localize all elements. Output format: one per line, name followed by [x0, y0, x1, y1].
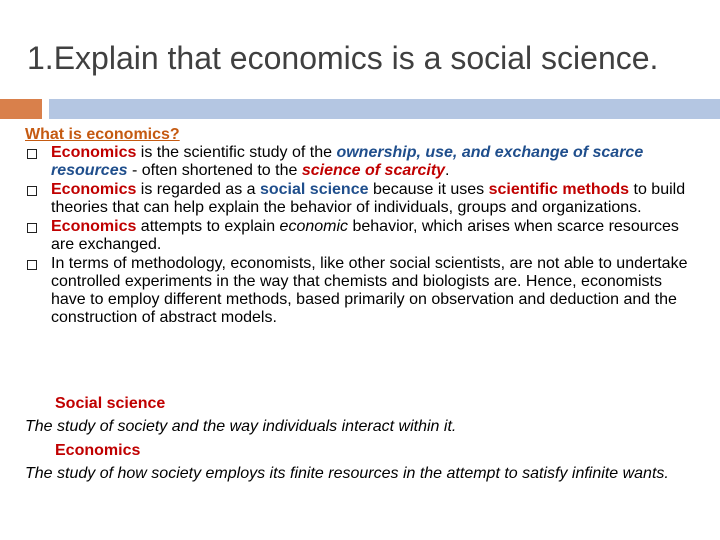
section-heading: What is economics?	[25, 126, 180, 143]
bullet-text: - often shortened to the	[127, 162, 302, 179]
term-economics: Economics	[51, 144, 137, 161]
emphasis-text: science of scarcity	[301, 162, 446, 179]
accent-bar-orange	[0, 99, 42, 119]
slide-content	[25, 126, 695, 328]
checkbox-bullet-icon	[27, 186, 37, 196]
list-item	[25, 144, 695, 180]
slide-title: 1.Explain that economics is a social science.	[27, 40, 659, 76]
definition-text: The study of how society employs its finite resources in the attempt to satisfy infinite wants.	[25, 465, 669, 482]
emphasis-text: ownership, use, and exchange of scarce resources	[51, 144, 644, 179]
checkbox-bullet-icon	[27, 260, 37, 270]
list-item	[25, 218, 695, 254]
emphasis-text: economic	[279, 218, 349, 235]
bullet-text: attempts to explain	[136, 218, 280, 235]
emphasis-text: scientific methods	[488, 181, 630, 198]
bullet-text: is the scientific study of the	[136, 144, 337, 161]
bullet-text: because it uses	[368, 181, 489, 198]
definition-term: Social science	[55, 395, 166, 412]
accent-bar-blue	[49, 99, 720, 119]
bullet-text: .	[445, 162, 450, 179]
definition-text: The study of society and the way individuals interact within it.	[25, 418, 457, 435]
term-economics: Economics	[51, 218, 137, 235]
bullet-text: is regarded as a	[136, 181, 260, 198]
bullet-text: to build theories that can help explain the behavior of individuals, groups and organizations.	[51, 181, 686, 216]
definition-term: Economics	[55, 442, 141, 459]
list-item	[25, 255, 695, 327]
list-item	[25, 181, 695, 217]
checkbox-bullet-icon	[27, 223, 37, 233]
emphasis-text: social science	[259, 181, 369, 198]
bullet-text: In terms of methodology, economists, like other social scientists, are not able to undertake controlled experiments in the way that chemists and biologists are. Hence, economists have to employ different methods, based primarily on observation and deduction and the construction of abstract models.	[51, 255, 688, 326]
checkbox-bullet-icon	[27, 149, 37, 159]
term-economics: Economics	[51, 181, 137, 198]
bullet-list	[25, 144, 695, 327]
definitions	[25, 394, 685, 488]
bullet-text: behavior, which arises when scarce resources are exchanged.	[51, 218, 679, 253]
